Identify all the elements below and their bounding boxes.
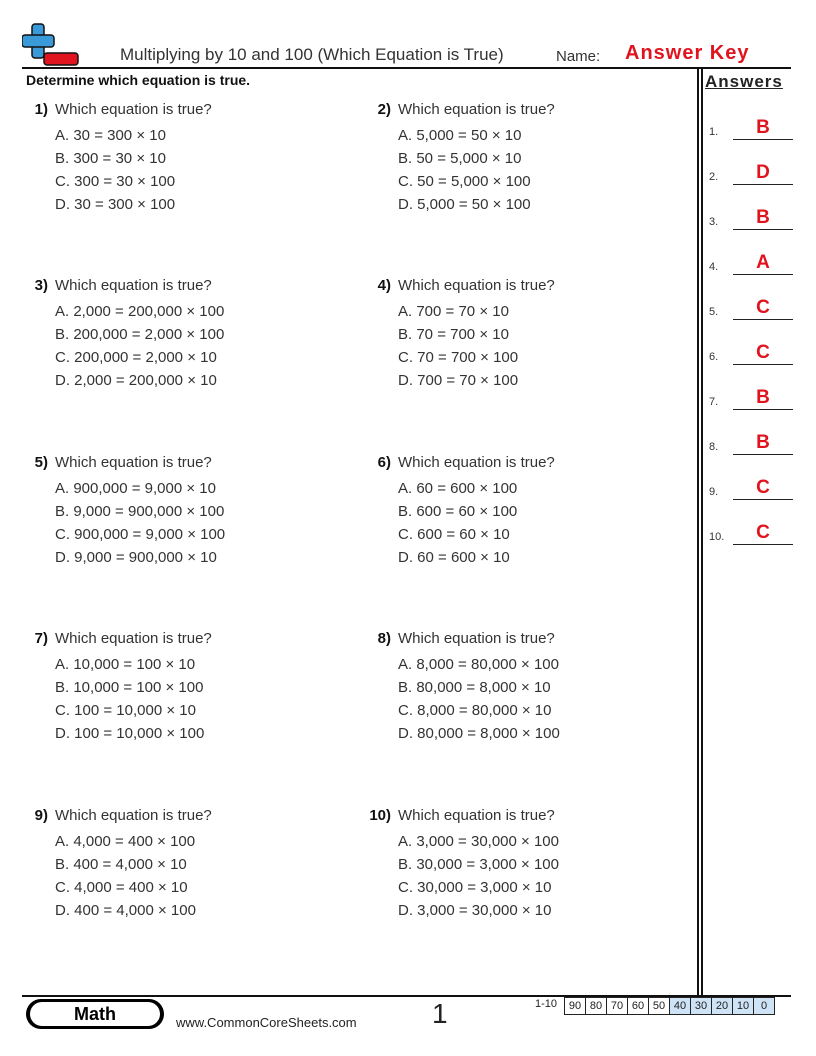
answer-option: B. 300 = 30 × 10 bbox=[55, 150, 166, 167]
answer-blank-line bbox=[733, 184, 793, 185]
question-number: 9) bbox=[34, 807, 48, 824]
question-number: 1) bbox=[34, 101, 48, 118]
answer-option: A. 700 = 70 × 10 bbox=[398, 303, 509, 320]
answer-row bbox=[709, 380, 793, 410]
answer-option: B. 400 = 4,000 × 10 bbox=[55, 856, 187, 873]
question-number: 6) bbox=[377, 454, 391, 471]
answer-option: D. 100 = 10,000 × 100 bbox=[55, 725, 205, 742]
question-prompt: Which equation is true? bbox=[398, 807, 555, 824]
answer-option: D. 3,000 = 30,000 × 10 bbox=[398, 902, 552, 919]
answer-row bbox=[709, 155, 793, 185]
subject-label: Math bbox=[30, 1002, 160, 1026]
answer-option: D. 60 = 600 × 10 bbox=[398, 549, 510, 566]
question-prompt: Which equation is true? bbox=[398, 277, 555, 294]
question-prompt: Which equation is true? bbox=[398, 101, 555, 118]
answer-number: 4. bbox=[709, 261, 719, 273]
question-prompt: Which equation is true? bbox=[55, 101, 212, 118]
answer-option: B. 30,000 = 3,000 × 100 bbox=[398, 856, 559, 873]
answer-option: D. 30 = 300 × 100 bbox=[55, 196, 176, 213]
answer-option: D. 9,000 = 900,000 × 10 bbox=[55, 549, 217, 566]
question-number: 3) bbox=[34, 277, 48, 294]
answer-option: D. 80,000 = 8,000 × 100 bbox=[398, 725, 560, 742]
answer-option: B. 50 = 5,000 × 10 bbox=[398, 150, 522, 167]
answer-option: A. 8,000 = 80,000 × 100 bbox=[398, 656, 559, 673]
question-number: 10) bbox=[369, 807, 391, 824]
question-prompt: Which equation is true? bbox=[398, 630, 555, 647]
question-prompt: Which equation is true? bbox=[55, 277, 212, 294]
answer-number: 1. bbox=[709, 126, 719, 138]
answer-blank-line bbox=[733, 274, 793, 275]
answer-option: C. 30,000 = 3,000 × 10 bbox=[398, 879, 552, 896]
answer-value: C bbox=[756, 477, 770, 498]
answer-option: C. 300 = 30 × 100 bbox=[55, 173, 176, 190]
question-number: 5) bbox=[34, 454, 48, 471]
answer-number: 2. bbox=[709, 171, 719, 183]
question-prompt: Which equation is true? bbox=[55, 807, 212, 824]
answer-number: 10. bbox=[709, 531, 725, 543]
answer-value: C bbox=[756, 297, 770, 318]
answer-key-label: Answer Key bbox=[625, 42, 750, 64]
answer-value: D bbox=[756, 162, 770, 183]
answer-option: C. 8,000 = 80,000 × 10 bbox=[398, 702, 552, 719]
answer-option: C. 70 = 700 × 100 bbox=[398, 349, 519, 366]
score-cell: 50 bbox=[649, 998, 670, 1014]
answer-number: 6. bbox=[709, 351, 719, 363]
answer-option: C. 50 = 5,000 × 100 bbox=[398, 173, 531, 190]
answer-value: B bbox=[756, 207, 770, 228]
answer-option: C. 200,000 = 2,000 × 10 bbox=[55, 349, 217, 366]
answer-row bbox=[709, 425, 793, 455]
question-number: 2) bbox=[377, 101, 391, 118]
header-rule bbox=[22, 67, 791, 69]
answer-option: B. 80,000 = 8,000 × 10 bbox=[398, 679, 551, 696]
score-cell: 90 bbox=[565, 998, 586, 1014]
answer-option: D. 700 = 70 × 100 bbox=[398, 372, 519, 389]
answer-option: B. 70 = 700 × 10 bbox=[398, 326, 509, 343]
answer-blank-line bbox=[733, 499, 793, 500]
subject-badge bbox=[26, 999, 164, 1029]
question-number: 7) bbox=[34, 630, 48, 647]
answer-row bbox=[709, 515, 793, 545]
question-prompt: Which equation is true? bbox=[55, 630, 212, 647]
answer-value: A bbox=[756, 252, 770, 273]
answer-option: A. 5,000 = 50 × 10 bbox=[398, 127, 522, 144]
answer-value: B bbox=[756, 117, 770, 138]
answer-blank-line bbox=[733, 544, 793, 545]
score-cell: 60 bbox=[628, 998, 649, 1014]
plus-minus-logo-icon bbox=[22, 22, 80, 68]
answer-blank-line bbox=[733, 454, 793, 455]
answer-row bbox=[709, 245, 793, 275]
name-label: Name: bbox=[556, 48, 601, 65]
answer-blank-line bbox=[733, 139, 793, 140]
answer-row bbox=[709, 470, 793, 500]
answer-option: A. 900,000 = 9,000 × 10 bbox=[55, 480, 216, 497]
answer-blank-line bbox=[733, 409, 793, 410]
page-number: 1 bbox=[432, 998, 448, 1029]
answer-value: B bbox=[756, 387, 770, 408]
question-number: 4) bbox=[377, 277, 391, 294]
site-url: www.CommonCoreSheets.com bbox=[176, 1015, 357, 1030]
answer-row bbox=[709, 335, 793, 365]
answer-option: A. 60 = 600 × 100 bbox=[398, 480, 518, 497]
answers-divider bbox=[697, 69, 699, 996]
answer-number: 8. bbox=[709, 441, 719, 453]
answer-option: B. 9,000 = 900,000 × 100 bbox=[55, 503, 225, 520]
score-cell: 70 bbox=[607, 998, 628, 1014]
answer-option: C. 600 = 60 × 10 bbox=[398, 526, 510, 543]
answer-blank-line bbox=[733, 364, 793, 365]
answer-option: A. 10,000 = 100 × 10 bbox=[55, 656, 196, 673]
score-cell: 0 bbox=[754, 998, 774, 1014]
answers-divider bbox=[701, 69, 703, 996]
answer-option: C. 100 = 10,000 × 10 bbox=[55, 702, 196, 719]
answer-blank-line bbox=[733, 229, 793, 230]
score-cell: 10 bbox=[733, 998, 754, 1014]
answers-heading: Answers bbox=[705, 72, 783, 91]
score-cell: 40 bbox=[670, 998, 691, 1014]
worksheet-title: Multiplying by 10 and 100 (Which Equation is True) bbox=[120, 45, 504, 64]
question-prompt: Which equation is true? bbox=[55, 454, 212, 471]
answer-value: C bbox=[756, 342, 770, 363]
answer-number: 3. bbox=[709, 216, 719, 228]
answer-value: B bbox=[756, 432, 770, 453]
answer-blank-line bbox=[733, 319, 793, 320]
answer-row bbox=[709, 110, 793, 140]
score-table bbox=[564, 997, 775, 1015]
score-cell: 20 bbox=[712, 998, 733, 1014]
answer-option: C. 900,000 = 9,000 × 100 bbox=[55, 526, 226, 543]
question-prompt: Which equation is true? bbox=[398, 454, 555, 471]
answer-number: 9. bbox=[709, 486, 719, 498]
answer-option: D. 400 = 4,000 × 100 bbox=[55, 902, 196, 919]
answer-option: D. 2,000 = 200,000 × 10 bbox=[55, 372, 217, 389]
instructions: Determine which equation is true. bbox=[26, 72, 251, 88]
answer-option: B. 10,000 = 100 × 100 bbox=[55, 679, 204, 696]
answer-option: B. 600 = 60 × 100 bbox=[398, 503, 518, 520]
answer-option: C. 4,000 = 400 × 10 bbox=[55, 879, 188, 896]
score-range-label: 1-10 bbox=[535, 998, 558, 1010]
answer-value: C bbox=[756, 522, 770, 543]
answer-option: A. 2,000 = 200,000 × 100 bbox=[55, 303, 225, 320]
score-cell: 80 bbox=[586, 998, 607, 1014]
answer-option: A. 30 = 300 × 10 bbox=[55, 127, 166, 144]
answer-option: A. 3,000 = 30,000 × 100 bbox=[398, 833, 559, 850]
answer-number: 5. bbox=[709, 306, 719, 318]
answer-row bbox=[709, 200, 793, 230]
answer-option: B. 200,000 = 2,000 × 100 bbox=[55, 326, 225, 343]
question-number: 8) bbox=[377, 630, 391, 647]
score-cell: 30 bbox=[691, 998, 712, 1014]
answer-option: D. 5,000 = 50 × 100 bbox=[398, 196, 531, 213]
answer-row bbox=[709, 290, 793, 320]
answer-number: 7. bbox=[709, 396, 719, 408]
answer-option: A. 4,000 = 400 × 100 bbox=[55, 833, 196, 850]
